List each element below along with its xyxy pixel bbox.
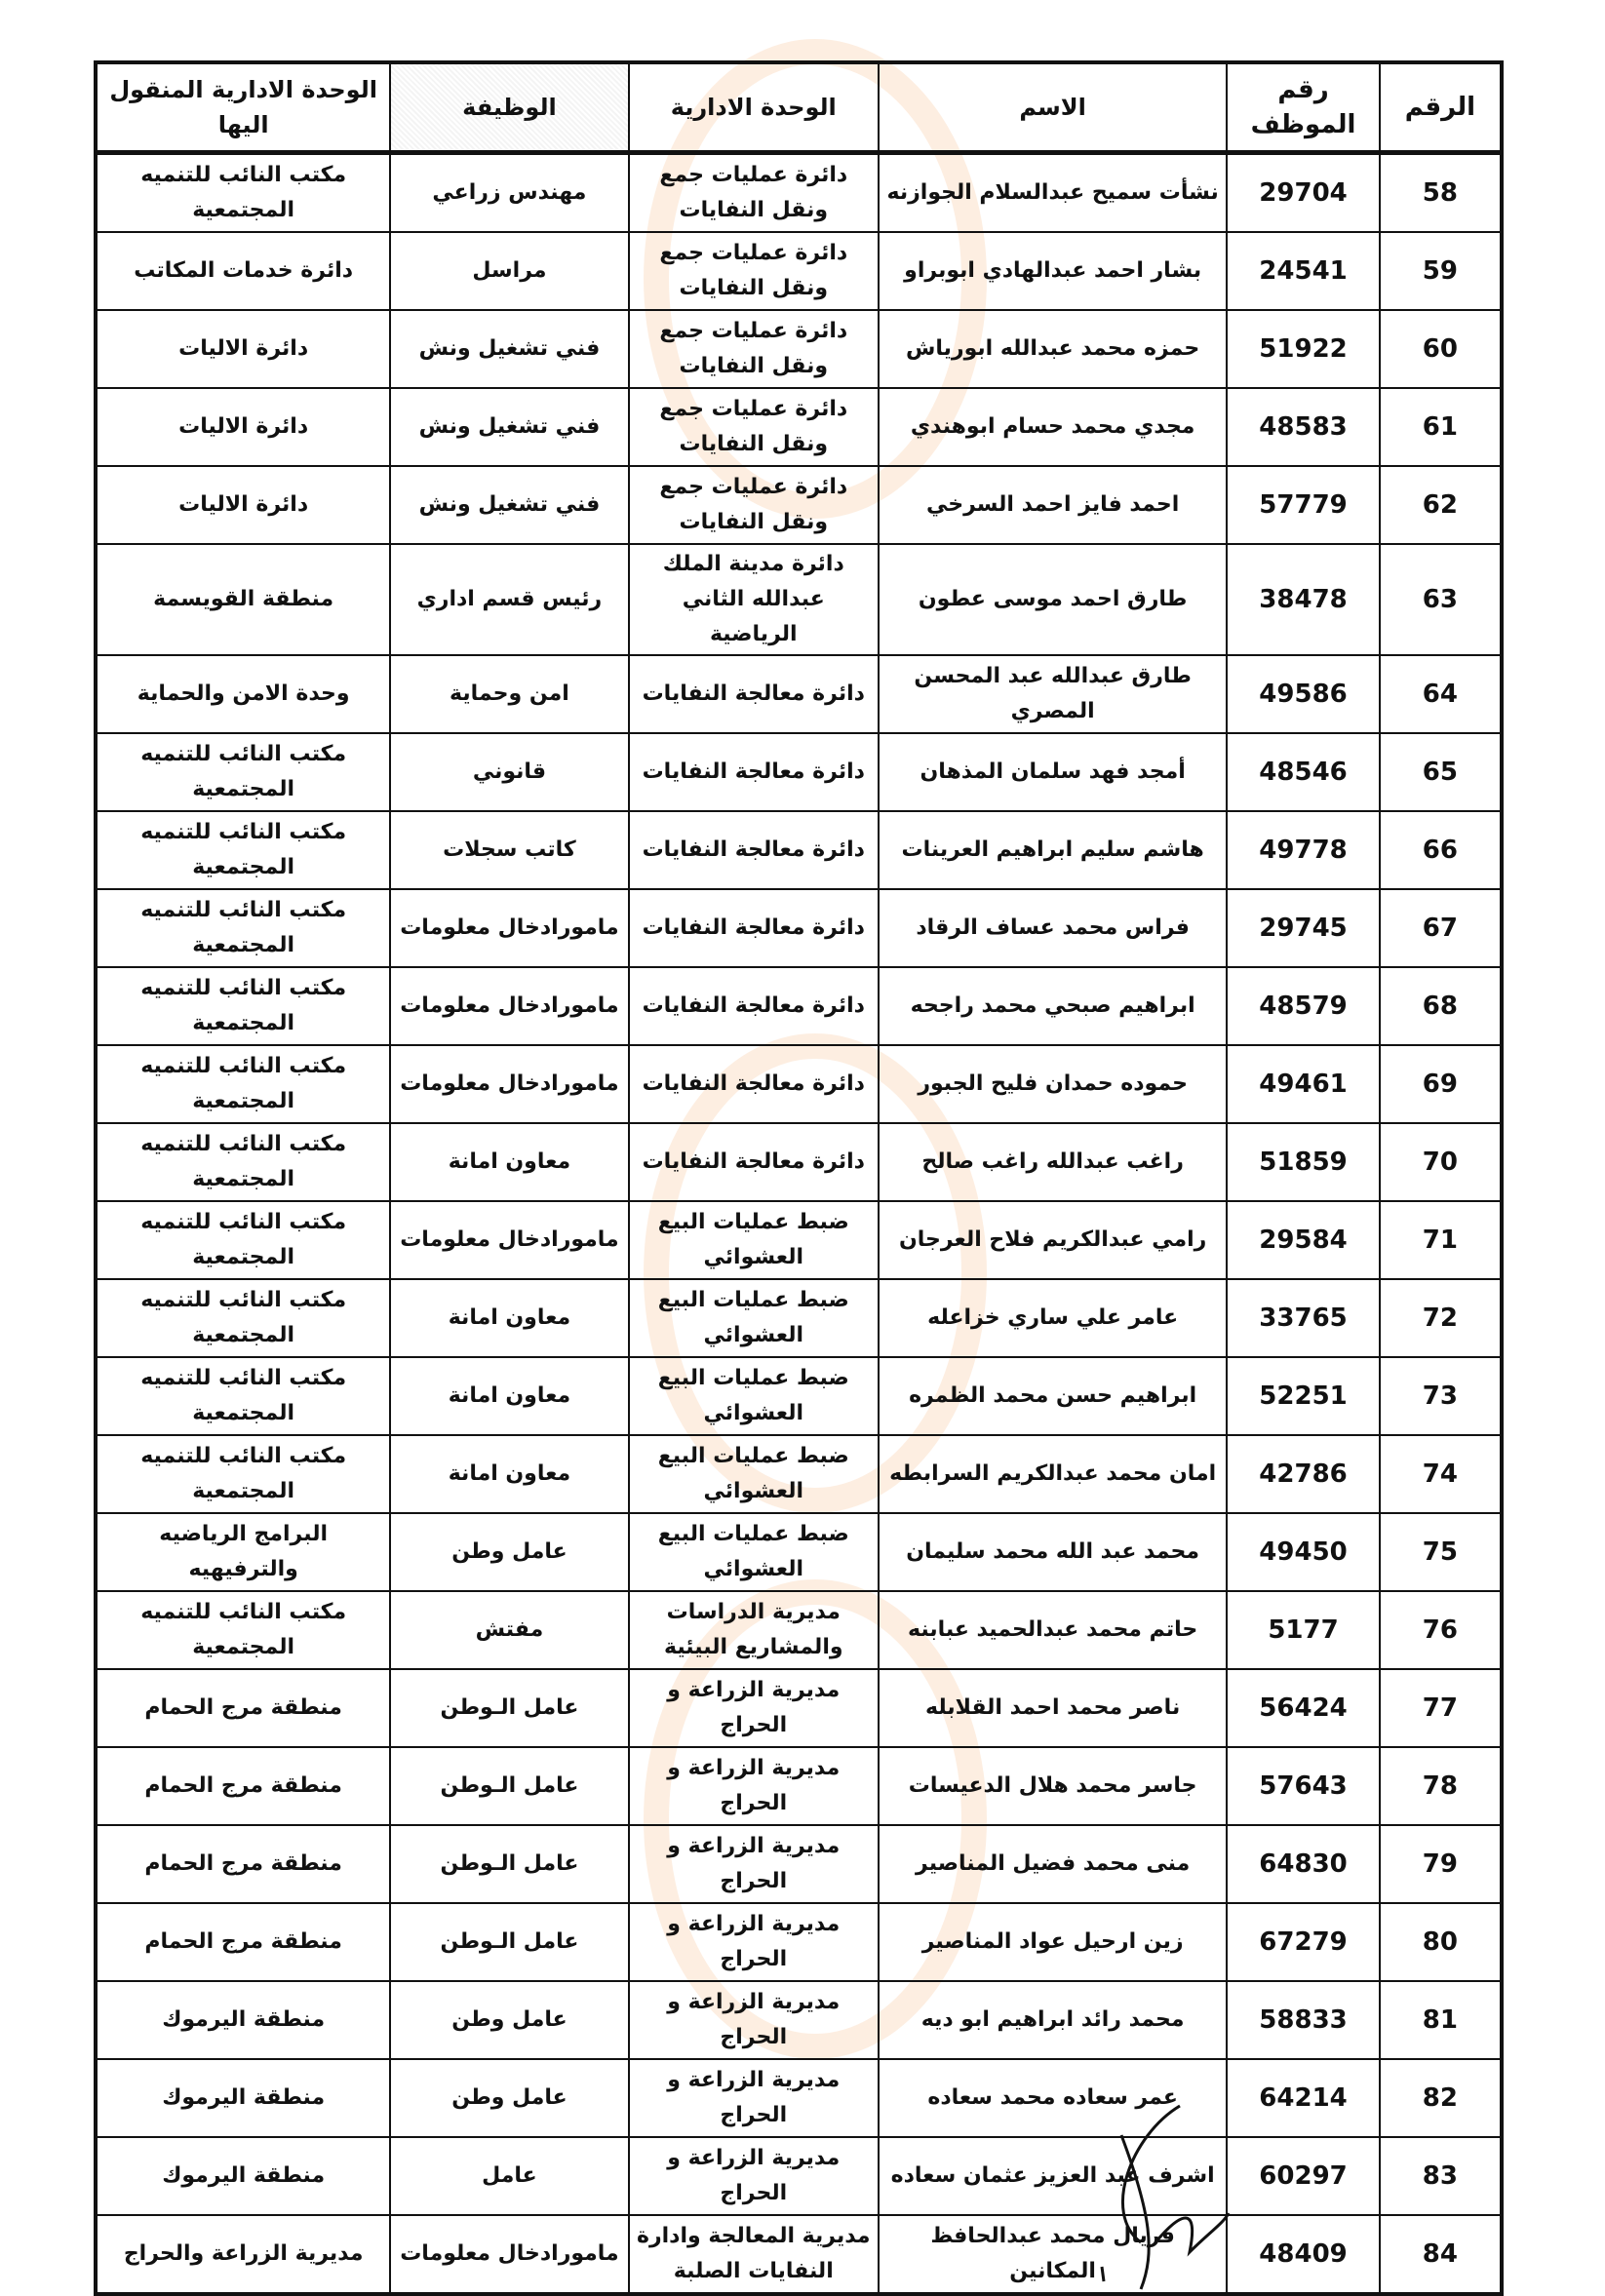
table-row (96, 655, 1502, 733)
cell-transferred-to: دائرة خدمات المكاتب (96, 232, 390, 310)
cell-job: عامل وطن (390, 1981, 628, 2059)
cell-unit: دائرة معالجة النفايات (629, 655, 879, 733)
cell-job: مامورادخال معلومات (390, 1201, 628, 1279)
cell-no: 73 (1380, 1357, 1502, 1435)
cell-name: حموده حمدان فليح الجبور (879, 1045, 1227, 1123)
cell-job: مامورادخال معلومات (390, 1045, 628, 1123)
cell-job: معاون امانة (390, 1279, 628, 1357)
table-row (96, 1201, 1502, 1279)
cell-name: محمد عبد الله محمد سليمان (879, 1513, 1227, 1591)
table-row (96, 1669, 1502, 1747)
cell-no: 59 (1380, 232, 1502, 310)
cell-name: ابراهيم حسن محمد الظمره (879, 1357, 1227, 1435)
table-row (96, 1981, 1502, 2059)
cell-transferred-to: مكتب النائب للتنميه المجتمعية (96, 153, 390, 233)
cell-name: زين ارحيل عواد المناصير (879, 1903, 1227, 1981)
cell-name: محمد رائد ابراهيم ابو ديه (879, 1981, 1227, 2059)
cell-name: رامي عبدالكريم فلاح العرجان (879, 1201, 1227, 1279)
cell-unit: دائرة معالجة النفايات (629, 811, 879, 889)
cell-name: حمزه محمد عبدالله ابورياش (879, 310, 1227, 388)
cell-transferred-to: مكتب النائب للتنميه المجتمعية (96, 1201, 390, 1279)
cell-job: مفتش (390, 1591, 628, 1669)
header-transferred-to: الوحدة الادارية المنقول اليها (96, 62, 390, 153)
cell-unit: دائرة عمليات جمع ونقل النفايات (629, 466, 879, 544)
cell-unit: دائرة معالجة النفايات (629, 967, 879, 1045)
cell-employee-id: 29584 (1227, 1201, 1379, 1279)
table-row (96, 466, 1502, 544)
cell-unit: دائرة عمليات جمع ونقل النفايات (629, 232, 879, 310)
cell-unit: مديرية الزراعة و الحراج (629, 1825, 879, 1903)
cell-name: منى محمد فضيل المناصير (879, 1825, 1227, 1903)
cell-no: 61 (1380, 388, 1502, 466)
cell-job: فني تشغيل ونش (390, 310, 628, 388)
cell-employee-id: 51859 (1227, 1123, 1379, 1201)
cell-job: معاون امانة (390, 1435, 628, 1513)
cell-unit: مديرية الدراسات والمشاريع البيئية (629, 1591, 879, 1669)
cell-unit: دائرة عمليات جمع ونقل النفايات (629, 388, 879, 466)
cell-employee-id: 5177 (1227, 1591, 1379, 1669)
cell-transferred-to: منطقة مرج الحمام (96, 1747, 390, 1825)
cell-employee-id: 49586 (1227, 655, 1379, 733)
cell-unit: دائرة مدينة الملك عبدالله الثاني الرياضية (629, 544, 879, 655)
cell-unit: ضبط عمليات البيع العشوائي (629, 1435, 879, 1513)
cell-job: مامورادخال معلومات (390, 2215, 628, 2294)
cell-employee-id: 29704 (1227, 153, 1379, 233)
cell-no: 60 (1380, 310, 1502, 388)
cell-unit: مديرية المعالجة وادارة النفايات الصلبة (629, 2215, 879, 2294)
cell-transferred-to: منطقة اليرموك (96, 2137, 390, 2215)
cell-transferred-to: منطقة اليرموك (96, 1981, 390, 2059)
cell-name: ناصر محمد احمد القلابله (879, 1669, 1227, 1747)
cell-name: راغب عبدالله راغب صالح (879, 1123, 1227, 1201)
cell-unit: دائرة معالجة النفايات (629, 733, 879, 811)
cell-unit: مديرية الزراعة و الحراج (629, 1669, 879, 1747)
cell-no: 71 (1380, 1201, 1502, 1279)
header-unit: الوحدة الادارية (629, 62, 879, 153)
cell-no: 62 (1380, 466, 1502, 544)
cell-unit: مديرية الزراعة و الحراج (629, 2059, 879, 2137)
table-row (96, 889, 1502, 967)
cell-transferred-to: مكتب النائب للتنميه المجتمعية (96, 889, 390, 967)
cell-employee-id: 64830 (1227, 1825, 1379, 1903)
cell-job: كاتب سجلات (390, 811, 628, 889)
cell-unit: دائرة عمليات جمع ونقل النفايات (629, 310, 879, 388)
cell-unit: دائرة معالجة النفايات (629, 1123, 879, 1201)
cell-transferred-to: منطقة مرج الحمام (96, 1669, 390, 1747)
table-row (96, 811, 1502, 889)
cell-no: 70 (1380, 1123, 1502, 1201)
cell-employee-id: 49778 (1227, 811, 1379, 889)
table-row (96, 967, 1502, 1045)
cell-job: عامل وطن (390, 1513, 628, 1591)
table-row (96, 1825, 1502, 1903)
header-job: الوظيفة (390, 62, 628, 153)
cell-no: 77 (1380, 1669, 1502, 1747)
cell-employee-id: 42786 (1227, 1435, 1379, 1513)
cell-unit: دائرة عمليات جمع ونقل النفايات (629, 153, 879, 233)
cell-unit: دائرة معالجة النفايات (629, 889, 879, 967)
cell-no: 76 (1380, 1591, 1502, 1669)
cell-unit: ضبط عمليات البيع العشوائي (629, 1279, 879, 1357)
cell-name: نشأت سميح عبدالسلام الجوازنه (879, 153, 1227, 233)
cell-transferred-to: مكتب النائب للتنميه المجتمعية (96, 733, 390, 811)
cell-name: ابراهيم صبحي محمد راجحه (879, 967, 1227, 1045)
cell-no: 82 (1380, 2059, 1502, 2137)
cell-employee-id: 56424 (1227, 1669, 1379, 1747)
table-row (96, 388, 1502, 466)
cell-unit: مديرية الزراعة و الحراج (629, 2137, 879, 2215)
cell-name: فريال محمد عبدالحافظ المكانين (879, 2215, 1227, 2294)
cell-name: احمد فايز احمد السرخي (879, 466, 1227, 544)
table-row (96, 1513, 1502, 1591)
cell-no: 72 (1380, 1279, 1502, 1357)
cell-name: فراس محمد عساف الرقاد (879, 889, 1227, 967)
cell-no: 64 (1380, 655, 1502, 733)
table-row (96, 232, 1502, 310)
cell-employee-id: 48579 (1227, 967, 1379, 1045)
table-row (96, 544, 1502, 655)
cell-no: 81 (1380, 1981, 1502, 2059)
cell-no: 75 (1380, 1513, 1502, 1591)
cell-transferred-to: مكتب النائب للتنميه المجتمعية (96, 1591, 390, 1669)
table-row (96, 2137, 1502, 2215)
cell-job: قانوني (390, 733, 628, 811)
cell-employee-id: 49461 (1227, 1045, 1379, 1123)
cell-no: 84 (1380, 2215, 1502, 2294)
cell-name: امان محمد عبدالكريم السرابطه (879, 1435, 1227, 1513)
cell-job: معاون امانة (390, 1123, 628, 1201)
cell-no: 67 (1380, 889, 1502, 967)
header-no: الرقم (1380, 62, 1502, 153)
cell-no: 58 (1380, 153, 1502, 233)
cell-job: عامل الـوطن (390, 1747, 628, 1825)
cell-employee-id: 48583 (1227, 388, 1379, 466)
cell-no: 65 (1380, 733, 1502, 811)
cell-employee-id: 33765 (1227, 1279, 1379, 1357)
table-row (96, 1903, 1502, 1981)
header-employee-id: رقم الموظف (1227, 62, 1379, 153)
cell-name: طارق عبدالله عبد المحسن المصري (879, 655, 1227, 733)
cell-no: 66 (1380, 811, 1502, 889)
cell-name: مجدي محمد حسام ابوهندي (879, 388, 1227, 466)
table-row (96, 2059, 1502, 2137)
table-row (96, 1435, 1502, 1513)
cell-transferred-to: مديرية الزراعة والحراج (96, 2215, 390, 2294)
transfer-table (94, 60, 1504, 2296)
cell-no: 74 (1380, 1435, 1502, 1513)
cell-job: عامل (390, 2137, 628, 2215)
cell-unit: ضبط عمليات البيع العشوائي (629, 1513, 879, 1591)
table-row (96, 153, 1502, 233)
cell-transferred-to: مكتب النائب للتنميه المجتمعية (96, 1435, 390, 1513)
cell-name: عمر سعاده محمد سعاده (879, 2059, 1227, 2137)
cell-job: معاون امانة (390, 1357, 628, 1435)
cell-employee-id: 58833 (1227, 1981, 1379, 2059)
cell-name: طارق احمد موسى عطون (879, 544, 1227, 655)
cell-employee-id: 67279 (1227, 1903, 1379, 1981)
table-row (96, 1123, 1502, 1201)
cell-unit: مديرية الزراعة و الحراج (629, 1903, 879, 1981)
cell-job: فني تشغيل ونش (390, 466, 628, 544)
cell-unit: مديرية الزراعة و الحراج (629, 1747, 879, 1825)
table-row (96, 1357, 1502, 1435)
cell-transferred-to: وحدة الامن والحماية (96, 655, 390, 733)
cell-employee-id: 57779 (1227, 466, 1379, 544)
cell-employee-id: 38478 (1227, 544, 1379, 655)
cell-unit: ضبط عمليات البيع العشوائي (629, 1357, 879, 1435)
cell-employee-id: 64214 (1227, 2059, 1379, 2137)
cell-name: بشار احمد عبدالهادي ابوبراو (879, 232, 1227, 310)
table-header-row (96, 62, 1502, 153)
cell-job: عامل وطن (390, 2059, 628, 2137)
cell-job: رئيس قسم اداري (390, 544, 628, 655)
cell-unit: دائرة معالجة النفايات (629, 1045, 879, 1123)
cell-employee-id: 48409 (1227, 2215, 1379, 2294)
cell-transferred-to: منطقة مرج الحمام (96, 1903, 390, 1981)
cell-employee-id: 49450 (1227, 1513, 1379, 1591)
cell-employee-id: 48546 (1227, 733, 1379, 811)
table-row (96, 1747, 1502, 1825)
cell-employee-id: 29745 (1227, 889, 1379, 967)
cell-no: 69 (1380, 1045, 1502, 1123)
cell-transferred-to: منطقة اليرموك (96, 2059, 390, 2137)
cell-unit: ضبط عمليات البيع العشوائي (629, 1201, 879, 1279)
cell-job: عامل الـوطن (390, 1825, 628, 1903)
cell-transferred-to: دائرة الاليات (96, 388, 390, 466)
table-row (96, 2215, 1502, 2294)
cell-transferred-to: مكتب النائب للتنميه المجتمعية (96, 1123, 390, 1201)
cell-no: 78 (1380, 1747, 1502, 1825)
cell-transferred-to: البرامج الرياضيه والترفيهيه (96, 1513, 390, 1591)
cell-transferred-to: منطقة مرج الحمام (96, 1825, 390, 1903)
cell-no: 83 (1380, 2137, 1502, 2215)
cell-name: هاشم سليم ابراهيم العرينات (879, 811, 1227, 889)
cell-name: اشرف عبد العزيز عثمان سعاده (879, 2137, 1227, 2215)
cell-transferred-to: منطقة القويسمة (96, 544, 390, 655)
cell-job: امن وحماية (390, 655, 628, 733)
cell-transferred-to: مكتب النائب للتنميه المجتمعية (96, 811, 390, 889)
cell-transferred-to: مكتب النائب للتنميه المجتمعية (96, 1045, 390, 1123)
cell-no: 63 (1380, 544, 1502, 655)
cell-transferred-to: دائرة الاليات (96, 466, 390, 544)
cell-job: فني تشغيل ونش (390, 388, 628, 466)
table-row (96, 1045, 1502, 1123)
cell-employee-id: 60297 (1227, 2137, 1379, 2215)
table-row (96, 310, 1502, 388)
table-row (96, 1591, 1502, 1669)
cell-employee-id: 24541 (1227, 232, 1379, 310)
cell-job: مامورادخال معلومات (390, 967, 628, 1045)
header-name: الاسم (879, 62, 1227, 153)
cell-name: حاتم محمد عبدالحميد عبابنه (879, 1591, 1227, 1669)
cell-no: 79 (1380, 1825, 1502, 1903)
table-row (96, 733, 1502, 811)
cell-job: عامل الـوطن (390, 1903, 628, 1981)
cell-job: مامورادخال معلومات (390, 889, 628, 967)
cell-job: مراسل (390, 232, 628, 310)
cell-transferred-to: مكتب النائب للتنميه المجتمعية (96, 1357, 390, 1435)
cell-employee-id: 51922 (1227, 310, 1379, 388)
cell-employee-id: 57643 (1227, 1747, 1379, 1825)
cell-employee-id: 52251 (1227, 1357, 1379, 1435)
cell-job: عامل الـوطن (390, 1669, 628, 1747)
cell-transferred-to: مكتب النائب للتنميه المجتمعية (96, 1279, 390, 1357)
cell-job: مهندس زراعي (390, 153, 628, 233)
cell-unit: مديرية الزراعة و الحراج (629, 1981, 879, 2059)
table-row (96, 1279, 1502, 1357)
signature (1063, 2096, 1258, 2291)
cell-name: جاسر محمد هلال الدعيسات (879, 1747, 1227, 1825)
cell-name: عامر علي ساري خزاعله (879, 1279, 1227, 1357)
cell-name: أمجد فهد سلمان المذهان (879, 733, 1227, 811)
cell-no: 80 (1380, 1903, 1502, 1981)
cell-no: 68 (1380, 967, 1502, 1045)
cell-transferred-to: مكتب النائب للتنميه المجتمعية (96, 967, 390, 1045)
cell-transferred-to: دائرة الاليات (96, 310, 390, 388)
